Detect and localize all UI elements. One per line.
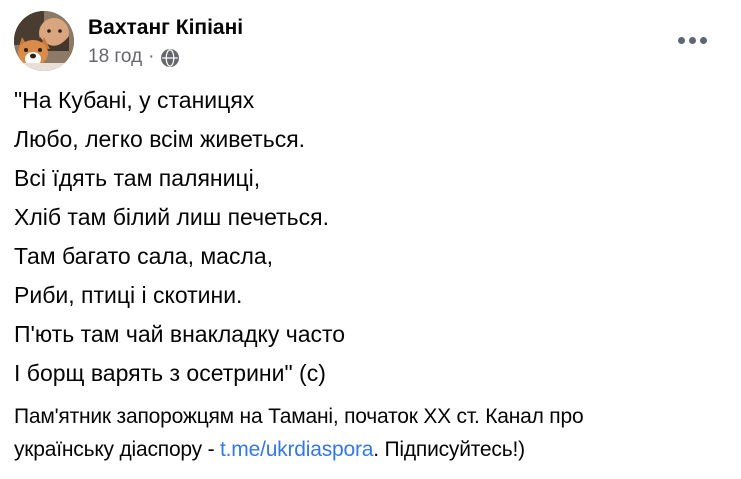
timestamp-link[interactable]: 18 год: [88, 46, 143, 67]
post-text-line: Всі їдять там паляниці,: [14, 165, 261, 191]
avatar-image: [14, 11, 74, 71]
telegram-link[interactable]: t.me/ukrdiaspora: [220, 438, 374, 461]
author-name-link[interactable]: Вахтанг Кіпіані: [88, 16, 244, 39]
post-menu-button[interactable]: [672, 26, 712, 54]
footer-text-line1: Пам'ятник запорожцям на Тамані, початок XX ст. Канал про: [14, 405, 584, 428]
meta-separator: ·: [148, 46, 155, 67]
post-text-line: Любо, легко всім живеться.: [14, 126, 306, 152]
post-text-line: Там багато сала, масла,: [14, 243, 274, 269]
post-footer-text: [14, 400, 714, 466]
footer-text-line2: українську діаспору -: [14, 438, 221, 461]
post-text-line: "На Кубані, у станицях: [14, 87, 255, 113]
profile-avatar[interactable]: [14, 11, 74, 71]
post-text-line: Хліб там білий лиш печеться.: [14, 204, 329, 230]
footer-text-suffix: . Підписуйтесь!): [373, 438, 525, 461]
globe-privacy-icon: [161, 49, 179, 67]
ellipsis-icon: [678, 37, 707, 44]
post-text-line: І борщ варять з осетрини" (с): [14, 360, 326, 386]
post-text-line: Риби, птиці і скотини.: [14, 282, 243, 308]
post-text-line: П'ють там чай внакладку часто: [14, 321, 346, 347]
post-content: [14, 88, 721, 466]
post-meta: [88, 45, 179, 69]
